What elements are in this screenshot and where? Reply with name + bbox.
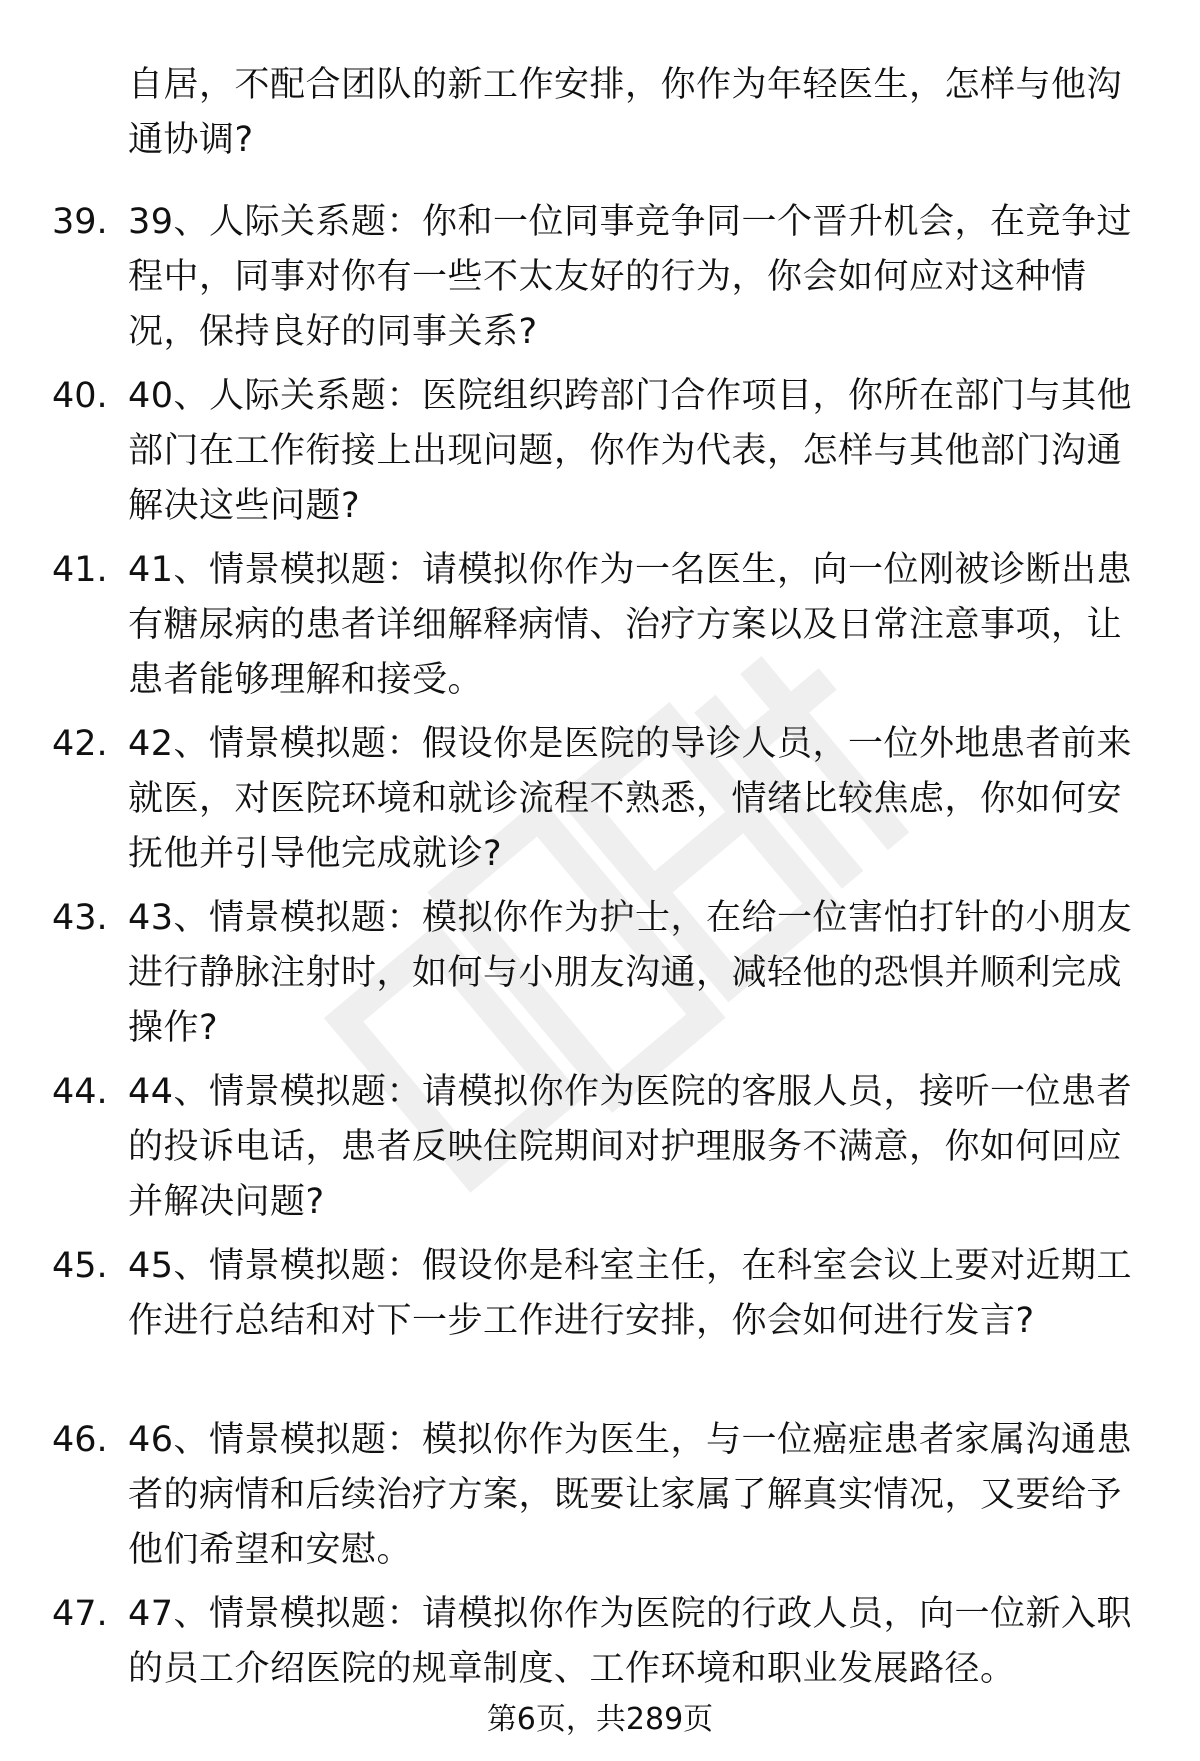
item-number: 46.	[52, 1420, 108, 1460]
question-list	[0, 195, 1200, 1761]
page-footer: 第6页，共289页	[486, 1702, 714, 1737]
list-item	[0, 543, 1200, 700]
item-text: 40、人际关系题：医院组织跨部门合作项目，你所在部门与其他部门在工作衔接上出现问题，你作为代表，怎样与其他部门沟通解决这些问题?	[128, 376, 1133, 526]
list-item	[0, 369, 1200, 526]
list-item	[0, 717, 1200, 874]
list-item	[0, 195, 1200, 352]
item-text: 39、人际关系题：你和一位同事竞争同一个晋升机会，在竞争过程中，同事对你有一些不太友好的行为，你会如何应对这种情况，保持良好的同事关系?	[128, 202, 1133, 352]
list-item	[0, 1587, 1200, 1704]
item-number: 40.	[52, 376, 108, 416]
item-number: 41.	[52, 550, 108, 590]
item-text: 47、情景模拟题：请模拟你作为医院的行政人员，向一位新入职的员工介绍医院的规章制度、工作环境和职业发展路径。	[128, 1594, 1133, 1689]
continuation-paragraph: 自居，不配合团队的新工作安排，你作为年轻医生，怎样与他沟通协调?	[128, 65, 1123, 160]
list-item	[0, 891, 1200, 1048]
list-item	[0, 1413, 1200, 1570]
item-text: 46、情景模拟题：模拟你作为医生，与一位癌症患者家属沟通患者的病情和后续治疗方案，既要让家属了解真实情况，又要给予他们希望和安慰。	[128, 1420, 1133, 1570]
item-number: 42.	[52, 724, 108, 764]
item-number: 45.	[52, 1246, 108, 1286]
list-item	[0, 1239, 1200, 1356]
item-text: 45、情景模拟题：假设你是科室主任，在科室会议上要对近期工作进行总结和对下一步工作进行安排，你会如何进行发言?	[128, 1246, 1133, 1341]
item-number: 39.	[52, 202, 108, 242]
item-number: 44.	[52, 1072, 108, 1112]
item-text: 44、情景模拟题：请模拟你作为医院的客服人员，接听一位患者的投诉电话，患者反映住院期间对护理服务不满意，你如何回应并解决问题?	[128, 1072, 1133, 1222]
item-number: 43.	[52, 898, 108, 938]
item-number: 47.	[52, 1594, 108, 1634]
list-item	[0, 1065, 1200, 1222]
item-text: 41、情景模拟题：请模拟你作为一名医生，向一位刚被诊断出患有糖尿病的患者详细解释病情、治疗方案以及日常注意事项，让患者能够理解和接受。	[128, 550, 1133, 700]
item-text: 42、情景模拟题：假设你是医院的导诊人员，一位外地患者前来就医，对医院环境和就诊流程不熟悉，情绪比较焦虑，你如何安抚他并引导他完成就诊?	[128, 724, 1133, 874]
item-text: 43、情景模拟题：模拟你作为护士，在给一位害怕打针的小朋友进行静脉注射时，如何与小朋友沟通，减轻他的恐惧并顺利完成操作?	[128, 898, 1133, 1048]
